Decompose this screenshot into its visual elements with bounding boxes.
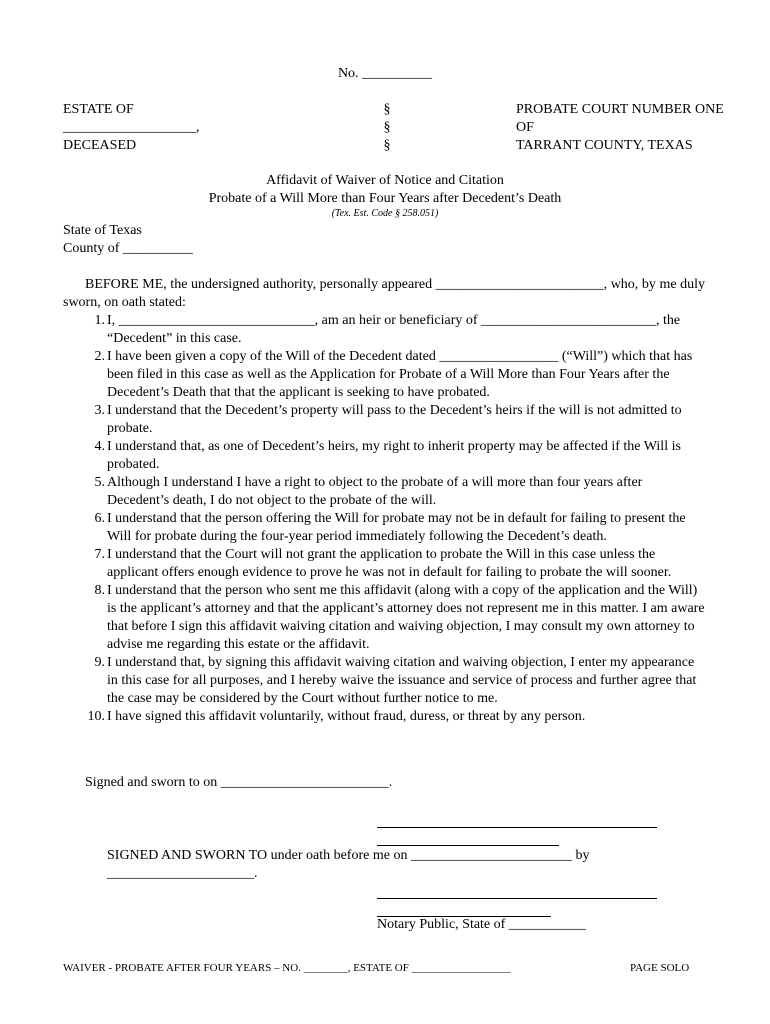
item-number: 9. (94, 655, 105, 670)
item-text: I understand that the person who sent me this affidavit (along with a copy of the application and the Will) is the applicant’s attorney and that the applicant’s attorney does not represent me in this matter. I am aware that before I sign this affidavit waiving citation and waiving objection, I may consult my own attorney to advise me regarding this estate or the affidavit. (107, 583, 705, 652)
affidavit-statements (63, 312, 705, 726)
list-item (63, 474, 705, 510)
item-text: I understand that, by signing this affidavit waiving citation and waiving objection, I enter my appearance in this case for all purposes, and I hereby waive the issuance and service of process and further agree that the case may be considered by the Court without further notice to me. (107, 655, 697, 706)
item-number: 2. (94, 349, 105, 364)
list-item (63, 510, 705, 546)
list-item (63, 654, 705, 708)
item-text: I understand that the Decedent’s property will pass to the Decedent’s heirs if the will is not admitted to probate. (107, 403, 682, 436)
section-mark: § (383, 138, 391, 153)
jurat-name-blank: _____________________. (107, 866, 258, 881)
item-number: 5. (94, 475, 105, 490)
list-item (63, 708, 705, 726)
venue-state: State of Texas (63, 223, 142, 238)
caption-of: OF (516, 120, 534, 135)
jurat-text: under oath before me on _______________________ by (267, 848, 590, 863)
document-subtitle: Probate of a Will More than Four Years after Decedent’s Death (208, 191, 562, 206)
item-number: 8. (94, 583, 105, 598)
caption-right (516, 101, 724, 155)
caption-estate-name-blank: ___________________, (63, 120, 200, 135)
venue-county: County of __________ (63, 241, 193, 256)
section-mark: § (383, 102, 391, 117)
footer-page: PAGE SOLO (630, 962, 690, 974)
caption-section-marks (377, 101, 397, 155)
signed-and-sworn-date: Signed and sworn to on ________________________. (85, 775, 393, 790)
item-text: I have been given a copy of the Will of the Decedent dated _________________ (“Will”) which that has been filed in this case as well as the Application for Probate of a Will More than Four Years after the Decedent’s Death that that the applicant is seeking to have probated. (107, 349, 693, 400)
caption-deceased: DECEASED (63, 138, 137, 153)
statute-citation: (Tex. Est. Code § 258.051) (331, 208, 439, 219)
item-text: I, ____________________________, am an heir or beneficiary of _________________________, the “Decedent” in this case. (107, 313, 681, 346)
item-number: 1. (94, 313, 105, 328)
caption-court-name: PROBATE COURT NUMBER ONE (516, 102, 724, 117)
list-item (63, 402, 705, 438)
case-number: No. __________ (337, 66, 433, 81)
section-mark: § (383, 120, 391, 135)
item-number: 4. (94, 439, 105, 454)
list-item (63, 582, 705, 654)
jurat-prefix: SIGNED AND SWORN TO (107, 848, 268, 863)
caption-left (63, 101, 200, 155)
item-number: 7. (94, 547, 105, 562)
item-text: I understand that the person offering the Will for probate may not be in default for failing to present the Will for probate during the four-year period immediately following the Decedent’s death. (107, 511, 686, 544)
affiant-signature-line (377, 827, 657, 828)
list-item (63, 348, 705, 402)
item-number: 10. (87, 709, 105, 724)
caption-county: TARRANT COUNTY, TEXAS (516, 138, 693, 153)
item-text: Although I understand I have a right to object to the probate of a will more than four years after Decedent’s death, I do not object to the probate of the will. (107, 475, 643, 508)
venue-block (63, 222, 193, 258)
item-text: I understand that, as one of Decedent’s heirs, my right to inherit property may be affected if the Will is probated. (107, 439, 681, 472)
jurat (107, 847, 589, 883)
document-title: Affidavit of Waiver of Notice and Citation (266, 173, 504, 188)
footer-left: WAIVER - PROBATE AFTER FOUR YEARS – NO. ________, ESTATE OF __________________ (63, 962, 511, 974)
item-text: I understand that the Court will not grant the application to probate the Will in this case unless the applicant offers enough evidence to prove he was not in default for failing to probate the will sooner. (107, 547, 672, 580)
list-item (63, 438, 705, 474)
item-text: I have signed this affidavit voluntarily, without fraud, duress, or threat by any person. (107, 709, 586, 724)
item-number: 6. (94, 511, 105, 526)
caption-estate-of: ESTATE OF (63, 102, 134, 117)
list-item (63, 312, 705, 348)
notary-public-label: Notary Public, State of ___________ (377, 917, 586, 932)
item-number: 3. (94, 403, 105, 418)
list-item (63, 546, 705, 582)
notary-signature-line (377, 898, 657, 899)
intro-paragraph: BEFORE ME, the undersigned authority, personally appeared ________________________, who, by me duly sworn, on oath stated: (63, 277, 705, 310)
affiant-name-line (377, 845, 559, 846)
